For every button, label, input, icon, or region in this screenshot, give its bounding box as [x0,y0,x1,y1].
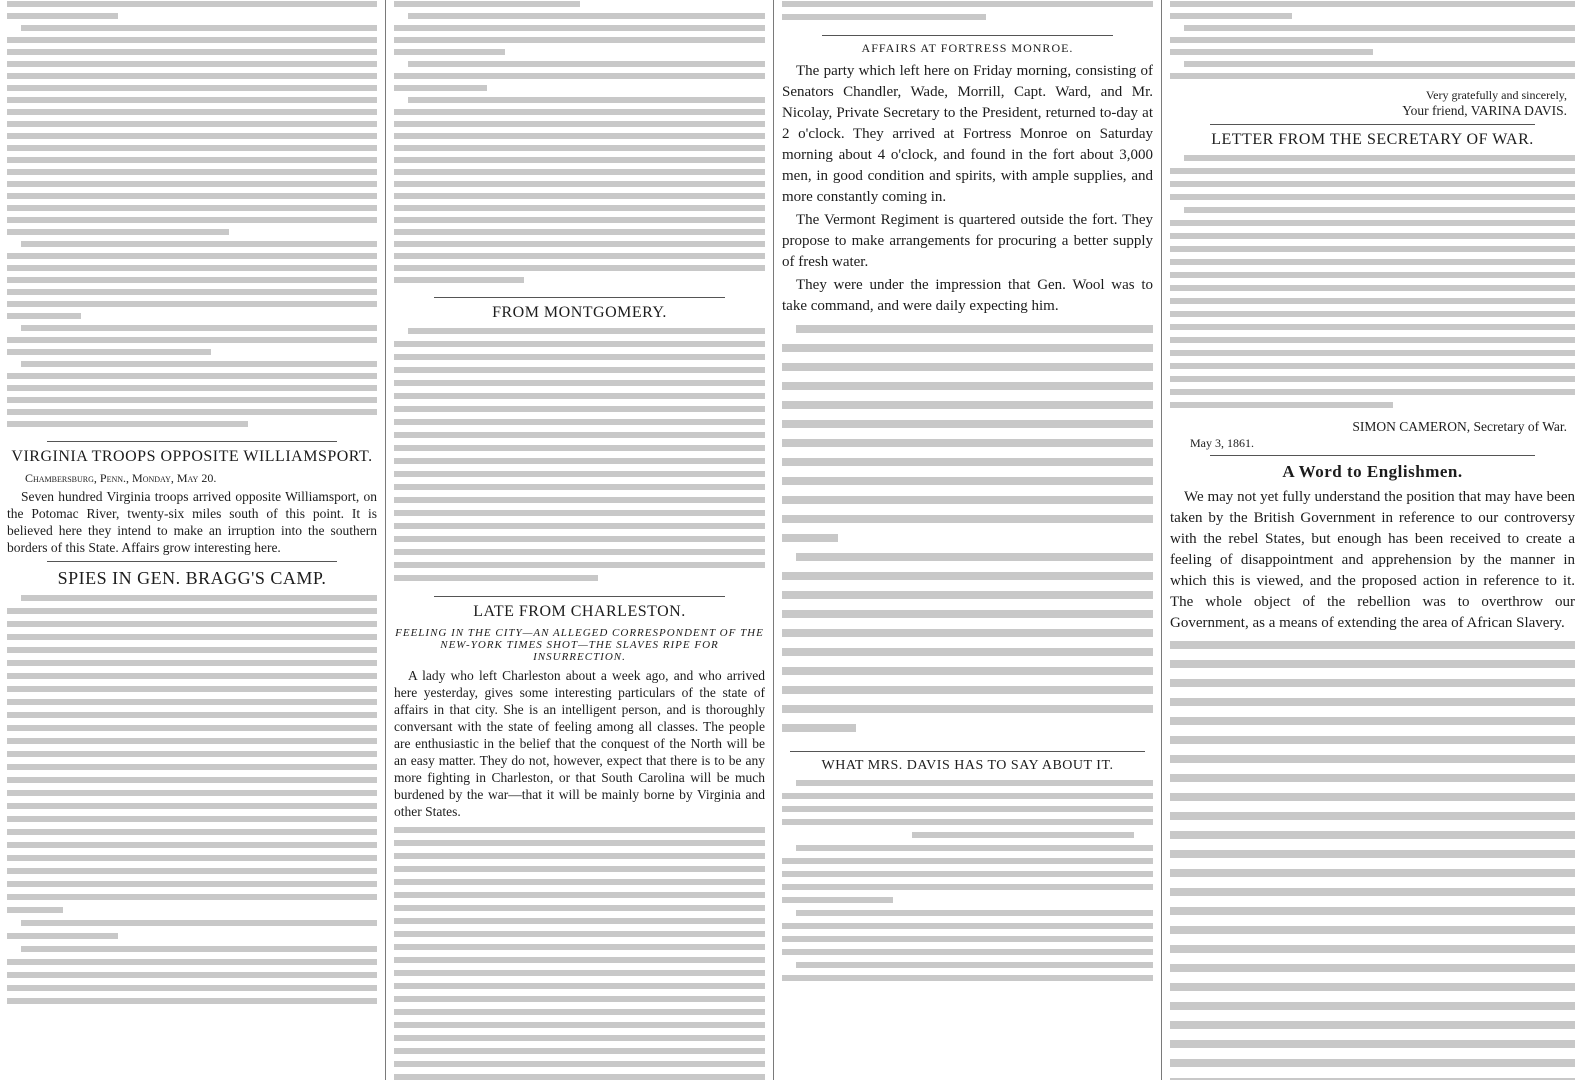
article-body [394,327,765,591]
column-1 [0,0,384,1080]
article-heading: FROM MONTGOMERY. [492,304,667,321]
article-virginia-troops [7,448,377,556]
article-separator [1210,455,1535,456]
article-mrs-davis [782,758,1153,991]
letter-signature: SIMON CAMERON, Secretary of War. [1352,419,1567,435]
letter-sign-off: Very gratefully and sincerely, [1425,88,1567,102]
article-heading: LATE FROM CHARLESTON. [473,603,686,621]
article-paragraph: Seven hundred Virginia troops arrived opposite Williamsport, on the Potomac River, twenty-six miles south of this point. It is believed here they intend to make an irruption into the southern borders of this State. Affairs grow interesting here. [7,489,377,556]
article-word-to-englishmen [1170,462,1575,1080]
article-secretary-of-war [1170,131,1575,450]
article-paragraph: They were under the impression that Gen. Wool was to take command, and were daily expecting him. [782,276,1153,314]
article-separator [47,441,337,442]
article-continuation [7,0,377,436]
article-separator [47,561,337,562]
article-mrs-davis-letter-end [1170,0,1575,119]
letter-date: May 3, 1861. [1190,436,1254,451]
column-rule [1161,0,1162,1080]
article-paragraph: The party which left here on Friday morning, consisting of Senators Chandler, Wade, Morrill, Capt. Ward, and Mr. Nicolay, Private Secretary to the President, returned to-day at 2 o'clock. They arrived at Fortress Monroe on Saturday morning about 4 o'clock, and found in the fort about 3,000 men, in good condition and spirits, with ample supplies, and more constantly coming in. [782,62,1153,205]
article-body [782,319,1153,746]
article-from-montgomery [394,304,765,591]
article-continuation [394,0,765,292]
article-body [782,779,1153,991]
column-2 [387,0,772,1080]
article-body [7,594,377,1014]
article-separator [790,751,1145,752]
column-3 [775,0,1160,1080]
article-heading: A Word to Englishmen. [1282,462,1463,482]
article-subheading: FEELING IN THE CITY—AN ALLEGED CORRESPONDENT OF THE NEW-YORK TIMES SHOT—THE SLAVES RIPE FOR INSURRECTION. [395,626,764,663]
article-heading: VIRGINIA TROOPS OPPOSITE WILLIAMSPORT. [11,448,373,465]
article-heading: LETTER FROM THE SECRETARY OF WAR. [1211,131,1534,148]
article-heading: WHAT MRS. DAVIS HAS TO SAY ABOUT IT. [821,757,1114,773]
column-rule [773,0,774,1080]
article-separator [1210,124,1535,125]
article-late-from-charleston [394,603,765,1080]
article-body [1170,0,1575,88]
article-heading: SPIES IN GEN. BRAGG'S CAMP. [57,568,327,589]
article-separator [434,297,725,298]
column-4 [1163,0,1582,1080]
article-body [1170,154,1575,418]
article-paragraph: We may not yet fully understand the position that may have been taken by the British Government in reference to our controversy with the rebel States, but enough has been received to create a feeling of disappointment and apprehension by the manner in which this is viewed, and the proposed action in reference to it. The whole object of the rebellion was to overthrow our Government, as a means of extending the area of African Slavery. [1170,488,1575,631]
article-paragraph: The Vermont Regiment is quartered outside the fort. They propose to make arrangements for procuring a better supply of fresh water. [782,211,1153,270]
column-rule [385,0,386,1080]
letter-signature: Your friend, VARINA DAVIS. [1402,103,1567,118]
article-fortress-monroe [782,42,1153,746]
article-continuation [782,0,1153,30]
article-spies [7,568,377,1014]
article-body [1170,636,1575,1080]
article-body [394,822,765,1080]
article-separator [434,596,725,597]
article-dateline: Chambersburg, Penn., Monday, May 20. [25,471,217,486]
article-paragraph: A lady who left Charleston about a week ago, and who arrived here yesterday, gives some interesting particulars of the state of affairs in that city. She is an intelligent person, and is thoroughly conversant with the state of feeling among all classes. The people are enthusiastic in the belief that the conquest of the North will be an easy matter. They do not, however, expect that there is to be any more fighting in Charleston, or that South Carolina will be much burdened by the war—that it will be mainly borne by Virginia and other States. [394,667,765,819]
article-separator [822,35,1113,36]
article-heading: AFFAIRS AT FORTRESS MONROE. [861,41,1074,55]
